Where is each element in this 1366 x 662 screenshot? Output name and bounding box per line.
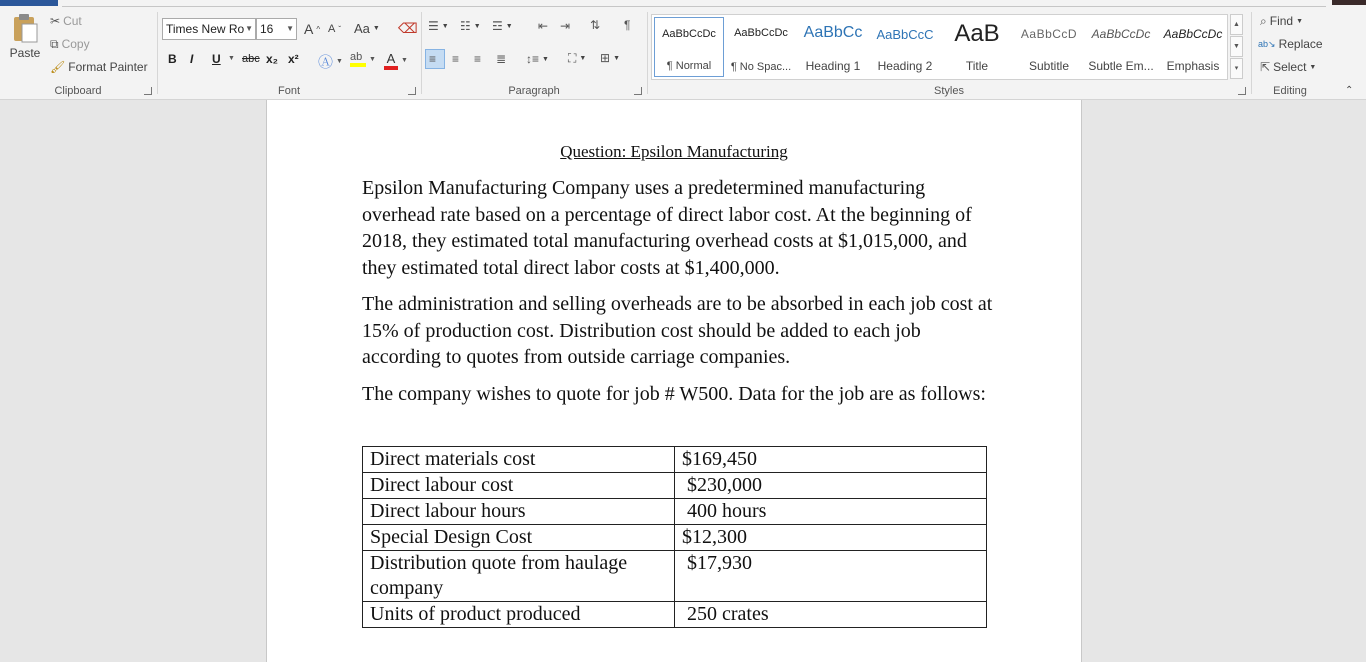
find-label: Find bbox=[1269, 14, 1294, 28]
ribbon-home bbox=[0, 8, 1366, 100]
style-sample: AaBbCcDc bbox=[734, 27, 788, 39]
font-color-button[interactable] bbox=[384, 51, 408, 70]
styles-launcher-icon[interactable] bbox=[1238, 87, 1246, 95]
font-launcher-icon[interactable] bbox=[408, 87, 416, 95]
align-center-icon: ≡ bbox=[452, 52, 460, 66]
table-row bbox=[363, 473, 987, 499]
find-button[interactable] bbox=[1260, 14, 1303, 28]
chevron-down-icon: ▼ bbox=[505, 22, 513, 30]
subscript-button[interactable]: x₂ bbox=[266, 52, 279, 66]
underline-button[interactable]: U bbox=[212, 52, 221, 66]
document-canvas bbox=[0, 100, 1366, 662]
bullets-button[interactable] bbox=[428, 20, 449, 32]
paragraph-group-label: Paragraph bbox=[508, 85, 560, 97]
paint-bucket-icon: ⛶ bbox=[568, 51, 577, 65]
table-cell-value: $12,300 bbox=[675, 525, 987, 551]
grow-font-label: A bbox=[304, 21, 314, 37]
table-row bbox=[363, 499, 987, 525]
grow-font-button[interactable]: A ^ bbox=[304, 21, 321, 37]
table-cell-value: $230,000 bbox=[675, 473, 987, 499]
chevron-down-icon: ▼ bbox=[473, 22, 481, 30]
style-sample: AaBbCcD bbox=[1020, 27, 1078, 41]
table-row bbox=[363, 525, 987, 551]
chevron-down-icon: ▼ bbox=[369, 55, 376, 63]
paste-button[interactable] bbox=[6, 12, 44, 60]
outdent-icon: ⇤ bbox=[538, 19, 549, 33]
table-row bbox=[363, 551, 987, 602]
chevron-down-icon: ▼ bbox=[579, 54, 587, 62]
table-cell-label: Direct labour hours bbox=[363, 499, 675, 525]
chevron-down-icon: ▼ bbox=[228, 55, 235, 62]
style-name: Heading 2 bbox=[877, 59, 933, 73]
strikethrough-button[interactable]: abc bbox=[242, 53, 260, 65]
align-left-button[interactable] bbox=[425, 49, 445, 69]
eraser-icon: ⌫ bbox=[398, 20, 418, 36]
style-sample: AaBbCcC bbox=[876, 27, 934, 42]
brush-icon: 🖌 bbox=[50, 60, 66, 74]
chevron-down-icon: ▼ bbox=[286, 24, 294, 33]
cut-button[interactable] bbox=[50, 14, 82, 28]
borders-button[interactable] bbox=[600, 52, 620, 64]
table-cell-label: Distribution quote from haulage company bbox=[363, 551, 675, 602]
table-cell-label: Special Design Cost bbox=[363, 525, 675, 551]
font-size-value: 16 bbox=[260, 22, 274, 36]
bullet-list-icon: ☰ bbox=[428, 19, 439, 33]
table-cell-label: Direct materials cost bbox=[363, 447, 675, 473]
clipboard-group bbox=[0, 8, 156, 100]
paragraph-2: The administration and selling overheads are to be absorbed in each job cost at 15% of production cost. Distribution cost should be added to each job according to quotes from outside carriage companies. bbox=[362, 293, 993, 368]
font-group-label: Font bbox=[277, 85, 300, 97]
table-cell-value: 400 hours bbox=[675, 499, 987, 525]
select-label: Select bbox=[1273, 60, 1307, 74]
sort-az-icon: ⇅ bbox=[590, 18, 601, 32]
binoculars-icon: ⌕ bbox=[1260, 14, 1267, 28]
gallery-more-icon[interactable]: ▾ bbox=[1230, 58, 1243, 79]
style-name: Emphasis bbox=[1166, 59, 1220, 73]
replace-button[interactable] bbox=[1258, 37, 1323, 51]
chevron-down-icon: ▼ bbox=[1296, 17, 1304, 25]
title-bar-strip bbox=[0, 0, 1366, 8]
style-sample: AaBbCcDc bbox=[1091, 27, 1151, 41]
clipboard-launcher-icon[interactable] bbox=[144, 87, 152, 95]
select-button[interactable] bbox=[1260, 60, 1316, 74]
text-effects-icon: Ⓐ bbox=[318, 54, 334, 71]
copy-label: Copy bbox=[61, 37, 90, 51]
table-cell-label: Direct labour cost bbox=[363, 473, 675, 499]
table-row bbox=[363, 447, 987, 473]
editing-group bbox=[1252, 8, 1328, 100]
document-title: Question: Epsilon Manufacturing bbox=[560, 142, 788, 161]
paragraph-group bbox=[422, 8, 646, 100]
format-painter-label: Format Painter bbox=[68, 60, 148, 74]
sort-button[interactable] bbox=[590, 19, 600, 31]
align-right-button[interactable] bbox=[474, 53, 481, 65]
line-spacing-button[interactable] bbox=[526, 53, 549, 65]
scissors-icon: ✂ bbox=[50, 14, 61, 28]
font-color-icon: A bbox=[384, 51, 398, 70]
style-name: Subtle Em... bbox=[1088, 59, 1154, 73]
style-sample: AaBbCc bbox=[803, 24, 863, 41]
tab-underline bbox=[62, 6, 1326, 7]
shading-button[interactable] bbox=[568, 52, 586, 64]
change-case-label: Aa bbox=[354, 21, 370, 36]
clipboard-group-label: Clipboard bbox=[54, 85, 102, 97]
font-group bbox=[158, 8, 420, 100]
table-cell-value: 250 crates bbox=[675, 602, 987, 628]
chevron-down-icon: ▼ bbox=[542, 55, 549, 63]
numbered-list-icon: ☷ bbox=[460, 19, 471, 33]
table-cell-value: $17,930 bbox=[675, 551, 987, 602]
account-corner bbox=[1332, 0, 1366, 5]
italic-button[interactable]: I bbox=[190, 52, 194, 66]
file-tab-accent bbox=[0, 0, 58, 6]
align-left-icon: ≡ bbox=[429, 52, 437, 66]
bold-button[interactable]: B bbox=[168, 52, 177, 66]
styles-group-label: Styles bbox=[934, 85, 964, 97]
highlight-color-button[interactable] bbox=[350, 51, 376, 67]
paste-icon bbox=[11, 12, 39, 44]
justify-button[interactable] bbox=[496, 53, 506, 65]
table-cell-value: $169,450 bbox=[675, 447, 987, 473]
chevron-down-icon: ▼ bbox=[613, 54, 620, 62]
gallery-scroll-down-icon[interactable]: ▼ bbox=[1230, 36, 1243, 57]
format-painter-button[interactable] bbox=[50, 60, 148, 74]
paragraph-launcher-icon[interactable] bbox=[634, 87, 642, 95]
pilcrow-icon: ¶ bbox=[624, 18, 631, 32]
gallery-scroll-up-icon[interactable]: ▲ bbox=[1230, 14, 1243, 35]
cursor-icon: ⇱ bbox=[1260, 60, 1271, 74]
copy-button[interactable] bbox=[50, 37, 90, 51]
document-page[interactable] bbox=[266, 100, 1082, 662]
chevron-down-icon: ▼ bbox=[441, 22, 449, 30]
indent-icon: ⇥ bbox=[560, 19, 571, 33]
table-row bbox=[363, 602, 987, 628]
styles-group bbox=[648, 8, 1250, 100]
style-name: Subtitle bbox=[1028, 59, 1070, 73]
font-name-value: Times New Ro bbox=[166, 22, 245, 36]
replace-label: Replace bbox=[1278, 37, 1323, 51]
chevron-down-icon: ▼ bbox=[372, 25, 380, 32]
text-effects-button[interactable] bbox=[318, 51, 343, 72]
style-sample: AaBbCcDc bbox=[1163, 27, 1223, 41]
style-name: ¶ Normal bbox=[666, 60, 712, 72]
style-name: Title bbox=[965, 59, 989, 73]
shrink-font-label: A bbox=[328, 23, 336, 35]
multilevel-list-button[interactable] bbox=[492, 20, 513, 32]
multilevel-list-icon: ☲ bbox=[492, 19, 503, 33]
borders-icon: ⊞ bbox=[600, 51, 611, 65]
style-sample: AaB bbox=[954, 20, 1000, 47]
job-data-table bbox=[362, 446, 987, 628]
chevron-down-icon: ▼ bbox=[1309, 63, 1317, 71]
paragraph-1: Epsilon Manufacturing Company uses a predetermined manufacturing overhead rate based on a percentage of direct labor cost. At the beginning of 2018, they estimated total manufacturing overhead costs at $1,015,000, and they estimated total direct labor costs at $1,400,000. bbox=[362, 177, 972, 279]
editing-group-label: Editing bbox=[1273, 85, 1307, 97]
shrink-font-button[interactable]: A ˇ bbox=[328, 23, 342, 35]
style-name: ¶ No Spac... bbox=[730, 61, 792, 73]
clear-formatting-button[interactable] bbox=[398, 20, 418, 37]
superscript-button[interactable]: x² bbox=[288, 52, 299, 66]
line-spacing-icon: ↕≡ bbox=[526, 52, 540, 66]
show-formatting-button[interactable] bbox=[624, 19, 630, 31]
align-right-icon: ≡ bbox=[474, 52, 482, 66]
style-sample: AaBbCcDc bbox=[662, 28, 716, 40]
style-name: Heading 1 bbox=[805, 59, 861, 73]
align-center-button[interactable] bbox=[452, 53, 459, 65]
copy-icon: ⧉ bbox=[50, 37, 59, 51]
chevron-down-icon: ▼ bbox=[245, 24, 253, 33]
paste-label: Paste bbox=[9, 46, 41, 60]
cut-label: Cut bbox=[63, 14, 82, 28]
replace-icon: ab↘ bbox=[1258, 39, 1276, 49]
chevron-up-icon: ⌃ bbox=[1345, 85, 1354, 96]
numbering-button[interactable] bbox=[460, 20, 481, 32]
chevron-down-icon: ▼ bbox=[336, 58, 343, 65]
highlighter-icon: ab bbox=[350, 51, 366, 67]
decrease-indent-button[interactable] bbox=[538, 20, 548, 32]
paragraph-3: The company wishes to quote for job # W500. Data for the job are as follows: bbox=[362, 383, 986, 405]
increase-indent-button[interactable] bbox=[560, 20, 570, 32]
chevron-down-icon: ▼ bbox=[401, 57, 408, 64]
justify-icon: ≣ bbox=[496, 52, 507, 66]
change-case-button[interactable] bbox=[354, 21, 380, 36]
collapse-ribbon-button[interactable] bbox=[1345, 85, 1353, 96]
table-cell-label: Units of product produced bbox=[363, 602, 675, 628]
font-name-combobox[interactable] bbox=[162, 18, 256, 40]
font-size-combobox[interactable] bbox=[256, 18, 297, 40]
